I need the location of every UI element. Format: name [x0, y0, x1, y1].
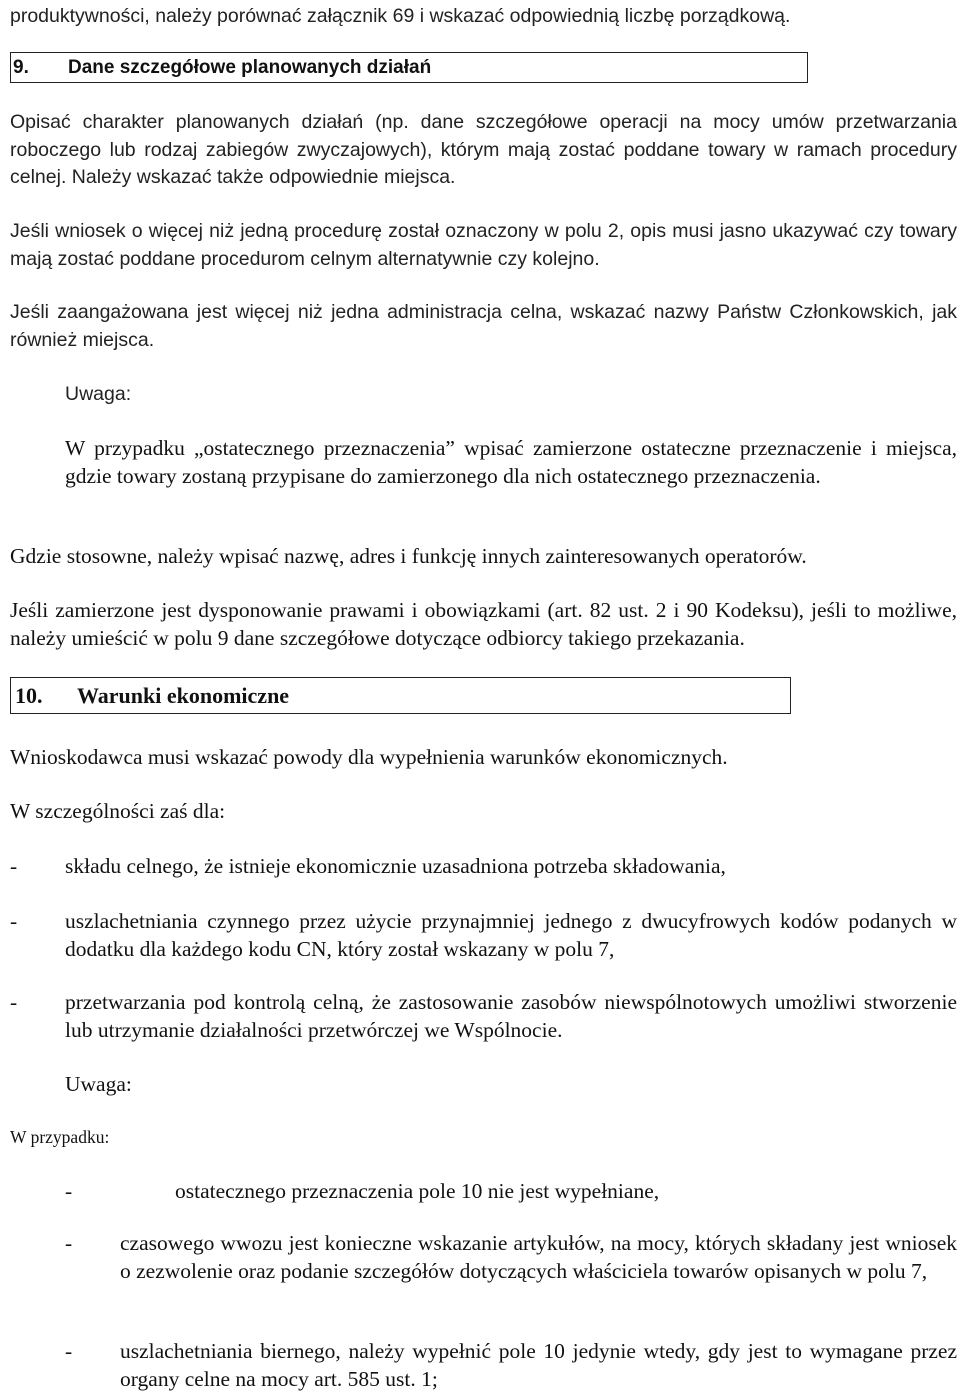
list-item: składu celnego, że istnieje ekonomicznie uzasadniona potrzeba składowania,: [65, 854, 726, 878]
list-item-dash: -: [10, 990, 18, 1014]
intro-line: produktywności, należy porównać załącznik 69 i wskazać odpowiednią liczbę porządkową.: [10, 5, 791, 27]
section-9-note-text: W przypadku „ostatecznego przeznaczenia” wpisać zamierzone ostateczne przeznaczenie i miejsca, gdzie towary zostaną przypisane do zamierzonego dla nich ostatecznego przeznaczenia.: [65, 436, 957, 488]
section-10-title: Warunki ekonomiczne: [77, 682, 290, 708]
section-9-title: Dane szczegółowe planowanych działań: [68, 56, 432, 78]
note-item: czasowego wwozu jest konieczne wskazanie artykułów, na mocy, których składany jest wniosek o zezwolenie oraz podanie szczegółów dotyczących właściciela towarów opisanych w polu 7,: [120, 1231, 957, 1283]
section-9-paragraph-3: Jeśli zaangażowana jest więcej niż jedna administracja celna, wskazać nazwy Państw Członkowskich, jak również miejsca.: [10, 301, 957, 351]
section-9-paragraph-4: Gdzie stosowne, należy wpisać nazwę, adres i funkcję innych zainteresowanych operatorów.: [10, 544, 807, 568]
section-9-paragraph-1: Opisać charakter planowanych działań (np. dane szczegółowe operacji na mocy umów przetwarzania roboczego lub rodzaj zabiegów zwyczajowych), którym mają zostać poddane towary w ramach procedury celnej. Należy wskazać także odpowiednie miejsca.: [10, 111, 957, 188]
list-item-dash: -: [10, 854, 18, 878]
section-10-note-sub: W przypadku:: [10, 1127, 110, 1147]
list-item: przetwarzania pod kontrolą celną, że zastosowanie zasobów niewspólnotowych umożliwi stworzenie lub utrzymanie działalności przetwórczej we Wspólnocie.: [65, 990, 957, 1042]
section-9-number: 9.: [13, 56, 29, 78]
section-9-note-label: Uwaga:: [65, 383, 132, 405]
note-item: ostatecznego przeznaczenia pole 10 nie jest wypełniane,: [175, 1179, 660, 1203]
list-item: uszlachetniania czynnego przez użycie przynajmniej jednego z dwucyfrowych kodów podanych w dodatku dla każdego kodu CN, który został wskazany w polu 7,: [65, 909, 957, 961]
section-9-header: [10, 52, 808, 83]
note-item-dash: -: [65, 1339, 73, 1363]
note-item-dash: -: [65, 1179, 73, 1203]
note-item-dash: -: [65, 1231, 73, 1255]
note-item: uszlachetniania biernego, należy wypełnić pole 10 jedynie wtedy, gdy jest to wymagane przez organy celne na mocy art. 585 ust. 1;: [120, 1339, 957, 1391]
list-item-dash: -: [10, 909, 18, 933]
section-10-note-label: Uwaga:: [65, 1072, 132, 1096]
section-10-header: [10, 677, 791, 714]
section-9-paragraph-5: Jeśli zamierzone jest dysponowanie prawami i obowiązkami (art. 82 ust. 2 i 90 Kodeksu), jeśli to możliwe, należy umieścić w polu 9 dane szczegółowe dotyczące odbiorcy takiego przekazania.: [10, 598, 957, 650]
section-10-paragraph-2: W szczególności zaś dla:: [10, 799, 226, 823]
section-10-paragraph-1: Wnioskodawca musi wskazać powody dla wypełnienia warunków ekonomicznych.: [10, 745, 728, 769]
section-9-paragraph-2: Jeśli wniosek o więcej niż jedną procedurę został oznaczony w polu 2, opis musi jasno ukazywać czy towary mają zostać poddane procedurom celnym alternatywnie czy kolejno.: [10, 220, 957, 270]
section-10-number: 10.: [15, 682, 43, 708]
